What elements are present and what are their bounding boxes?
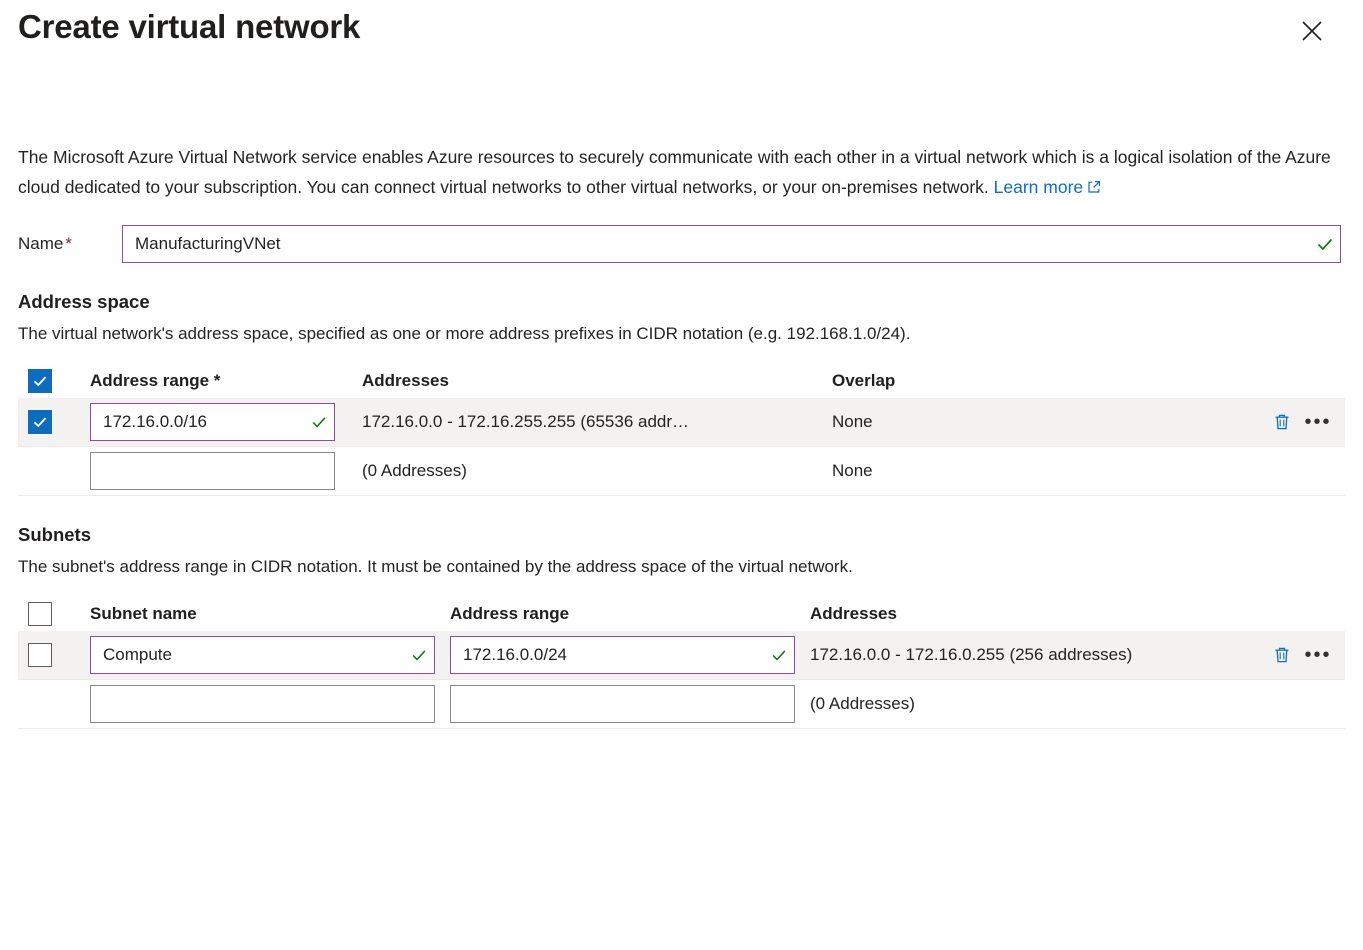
subnet-address-range-field[interactable]	[450, 636, 795, 674]
table-row[interactable]	[18, 680, 1345, 729]
page-title: Create virtual network	[18, 8, 361, 45]
address-range-input[interactable]	[91, 453, 334, 489]
check-icon	[764, 646, 794, 664]
table-row[interactable]	[18, 447, 1345, 496]
address-space-select-all-checkbox[interactable]	[28, 369, 52, 393]
row-select-cell	[18, 643, 74, 667]
subnet-address-range-input[interactable]	[451, 637, 764, 673]
subnet-address-range-cell	[450, 685, 810, 723]
overlap-value: None	[832, 412, 873, 431]
column-header-addresses: Addresses	[362, 371, 449, 390]
address-space-title: Address space	[18, 291, 150, 312]
address-space-select-all-cell	[18, 369, 74, 393]
learn-more-link[interactable]: Learn more	[993, 177, 1084, 197]
close-icon[interactable]	[1295, 14, 1329, 48]
column-header-address-range: Address range *	[90, 371, 221, 390]
overlap-value: None	[832, 461, 873, 480]
row-select-checkbox[interactable]	[28, 410, 52, 434]
check-icon	[304, 413, 334, 431]
column-header-overlap: Overlap	[832, 371, 896, 390]
ellipsis-icon[interactable]: •••	[1303, 640, 1333, 670]
column-header-subnet-name: Subnet name	[90, 604, 197, 623]
address-space-grid	[18, 364, 1345, 496]
subnet-addresses-value: 172.16.0.0 - 172.16.0.255 (256 addresses)	[810, 645, 1133, 664]
address-range-cell	[74, 403, 362, 441]
trash-icon[interactable]	[1267, 407, 1297, 437]
subnet-name-field[interactable]	[90, 636, 435, 674]
address-range-cell	[74, 452, 362, 490]
subnets-title: Subnets	[18, 524, 91, 545]
table-row[interactable]	[18, 631, 1345, 680]
row-actions	[1267, 407, 1345, 437]
subnet-name-field[interactable]	[90, 685, 435, 723]
column-header-subnet-addresses: Addresses	[810, 604, 897, 623]
subnets-header-row	[18, 597, 1345, 631]
addresses-value: (0 Addresses)	[362, 461, 467, 480]
row-actions	[1267, 640, 1345, 670]
intro-paragraph	[18, 142, 1338, 203]
address-space-header-row	[18, 364, 1345, 398]
subnet-address-range-field[interactable]	[450, 685, 795, 723]
address-range-field[interactable]	[90, 452, 335, 490]
subnets-select-all-checkbox[interactable]	[28, 602, 52, 626]
name-input[interactable]	[123, 226, 1310, 262]
panel-header	[18, 0, 1345, 70]
ellipsis-icon[interactable]: •••	[1303, 407, 1333, 437]
table-row[interactable]	[18, 398, 1345, 447]
address-range-input[interactable]	[91, 404, 304, 440]
address-range-field[interactable]	[90, 403, 335, 441]
addresses-value: 172.16.0.0 - 172.16.255.255 (65536 addr…	[362, 412, 690, 431]
subnet-name-input[interactable]	[91, 686, 434, 722]
subnet-name-cell	[74, 685, 450, 723]
intro-text: The Microsoft Azure Virtual Network service enables Azure resources to securely communicate with each other in a virtual network which is a logical isolation of the Azure cloud dedicated to your subscription. You can connect virtual networks to other virtual networks, or your on-premises network.	[18, 147, 1331, 197]
subnet-name-input[interactable]	[91, 637, 404, 673]
address-space-description: The virtual network's address space, specified as one or more address prefixes in CIDR notation (e.g. 192.168.1.0/24).	[18, 324, 911, 343]
external-link-icon	[1087, 173, 1101, 203]
subnets-grid	[18, 597, 1345, 729]
subnet-address-range-cell	[450, 636, 810, 674]
trash-icon[interactable]	[1267, 640, 1297, 670]
subnet-address-range-input[interactable]	[451, 686, 794, 722]
name-field[interactable]	[122, 225, 1341, 263]
name-label: Name *	[18, 234, 72, 253]
name-row	[18, 225, 1345, 263]
row-select-cell	[18, 410, 74, 434]
column-header-subnet-address-range: Address range	[450, 604, 570, 623]
subnets-description: The subnet's address range in CIDR notation. It must be contained by the address space of the virtual network.	[18, 557, 853, 576]
check-icon	[1310, 234, 1340, 254]
check-icon	[404, 646, 434, 664]
required-marker: *	[65, 234, 72, 253]
subnet-addresses-value: (0 Addresses)	[810, 694, 915, 713]
subnet-name-cell	[74, 636, 450, 674]
row-select-checkbox[interactable]	[28, 643, 52, 667]
subnets-select-all-cell	[18, 602, 74, 626]
